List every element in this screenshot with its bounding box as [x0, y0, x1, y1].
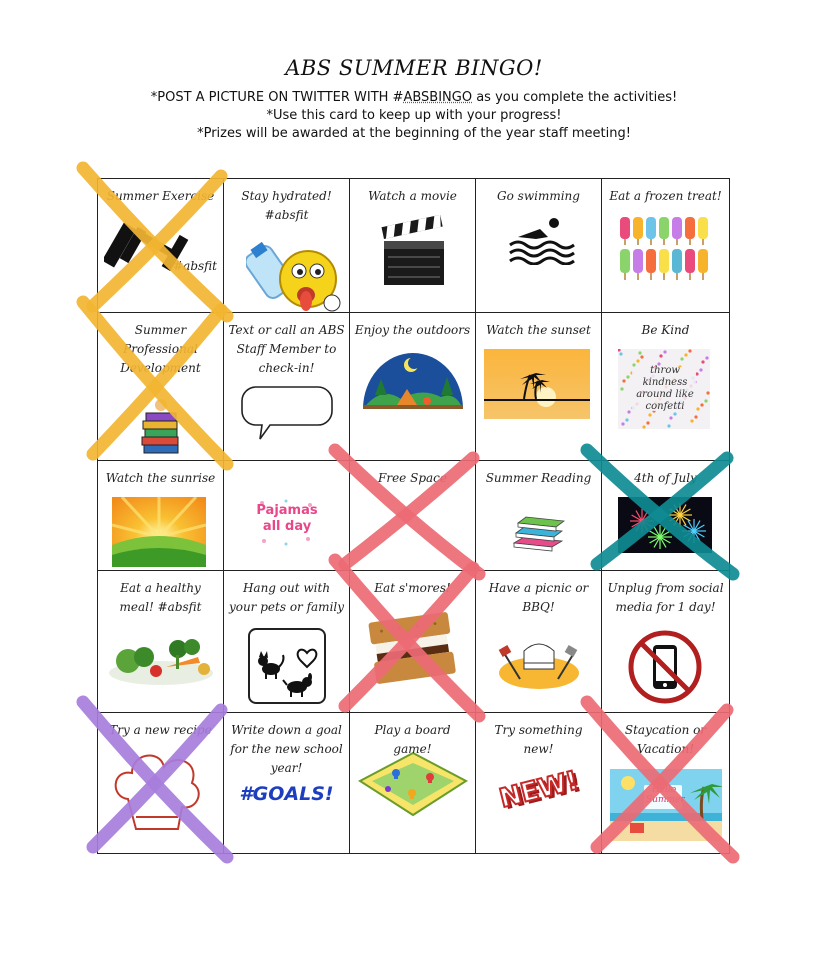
bingo-cell-label: Unplug from social media for 1 day!: [607, 581, 724, 614]
sunrise-icon: [112, 497, 206, 571]
smore-icon: [362, 607, 462, 691]
bingo-cell: [98, 179, 224, 313]
chef-hat-icon: [108, 739, 208, 843]
bingo-cell: [476, 179, 602, 313]
bingo-cell: [224, 313, 350, 461]
popsicles-icon: [616, 213, 716, 287]
bingo-cell-label: Enjoy the outdoors: [354, 323, 471, 337]
bingo-cell-label: Play a board game!: [374, 723, 451, 756]
bingo-cell-label: Go swimming: [497, 189, 580, 203]
bingo-cell: [350, 313, 476, 461]
bbq-icon: [494, 631, 584, 695]
bingo-cell: [602, 571, 730, 713]
hashtag-absbingo: ABSBINGO: [403, 90, 473, 105]
bingo-cell: [224, 461, 350, 571]
bingo-cell-label: Free Space: [378, 471, 447, 485]
bingo-cell-label: Watch the sunset: [486, 323, 591, 337]
clapperboard-icon: [374, 215, 454, 299]
bingo-cell: [602, 461, 730, 571]
bingo-cell: [602, 313, 730, 461]
bingo-grid: [97, 178, 730, 854]
pets-icon: [247, 627, 327, 709]
books-icon: [508, 503, 568, 557]
bingo-cell: [602, 179, 730, 313]
bingo-cell-label: Summer Reading: [485, 471, 592, 485]
instruction-line-1: [0, 90, 828, 105]
no-phone-icon: [625, 627, 705, 711]
bingo-cell-label: Eat a frozen treat!: [609, 189, 722, 203]
bingo-cell: [98, 713, 224, 854]
bingo-cell: [350, 179, 476, 313]
bingo-cell-label: 4th of July: [634, 471, 697, 485]
bingo-cell: [476, 313, 602, 461]
beach-postcard-icon: [610, 769, 722, 845]
bingo-cell-art-text: throw kindness around like confetti: [636, 365, 694, 412]
bingo-cell-label: Write down a goal for the new school year!: [230, 723, 343, 775]
bingo-cell: [476, 461, 602, 571]
bingo-cell: [224, 571, 350, 713]
water-bottle-emoji-icon: [246, 237, 346, 313]
bingo-cell-art-text: #GOALS!: [239, 783, 334, 805]
bingo-cell-art-text: Pajamas all day: [256, 503, 318, 534]
bingo-cell: [350, 713, 476, 854]
bingo-cell-label: Summer Exercise: [106, 189, 215, 203]
bingo-cell-label: Stay hydrated! #absfit: [241, 189, 332, 222]
bingo-cell-art-text: Hello Summer: [646, 785, 685, 805]
bingo-cell: [602, 713, 730, 854]
bingo-cell: [224, 179, 350, 313]
sunset-beach-icon: [484, 349, 590, 423]
bingo-cell: [98, 313, 224, 461]
speech-bubble-icon: [240, 383, 334, 447]
bingo-cell: [350, 461, 476, 571]
bingo-cell-label: Staycation or Vacation!: [624, 723, 707, 756]
bingo-cell-hashtag: #absfit: [173, 259, 217, 273]
bingo-cell-label: Watch the sunrise: [105, 471, 216, 485]
bingo-cell: [476, 571, 602, 713]
bingo-cell-label: Be Kind: [641, 323, 690, 337]
vegetables-icon: [106, 627, 216, 691]
bingo-title: ABS SUMMER BINGO!: [285, 56, 543, 80]
bingo-cell: [98, 461, 224, 571]
bingo-cell-label: Hang out with your pets or family: [228, 581, 345, 614]
bingo-cell: [476, 713, 602, 854]
bingo-cell: [224, 713, 350, 854]
bingo-cell-art-text: NEW!: [496, 765, 582, 815]
bingo-cell-label: Eat a healthy meal! #absfit: [119, 581, 202, 614]
bingo-cell-label: Have a picnic or BBQ!: [488, 581, 589, 614]
instruction-line-3: *Prizes will be awarded at the beginning of the year staff meeting!: [197, 126, 631, 141]
instruction-line-1-prefix: *POST A PICTURE ON TWITTER WITH #: [150, 90, 404, 105]
bingo-cell: [350, 571, 476, 713]
bingo-cell-label: Watch a movie: [368, 189, 457, 203]
instruction-line-1-suffix: as you complete the activities!: [472, 90, 678, 105]
bingo-cell-label: Try a new recipe: [109, 723, 212, 737]
bingo-cell-label: Summer Professional Development: [120, 323, 201, 375]
bingo-cell-label: Text or call an ABS Staff Member to check-in!: [228, 323, 345, 375]
bingo-cell-label: Eat s'mores!: [374, 581, 451, 595]
instruction-line-2: *Use this card to keep up with your progress!: [266, 108, 562, 123]
bingo-cell-label: Try something new!: [494, 723, 583, 756]
swimmer-icon: [506, 215, 576, 269]
book-stack-icon: [136, 391, 186, 461]
bingo-cell: [98, 571, 224, 713]
board-game-icon: [356, 749, 470, 823]
camping-scene-icon: [361, 349, 465, 415]
fireworks-icon: [618, 497, 712, 557]
